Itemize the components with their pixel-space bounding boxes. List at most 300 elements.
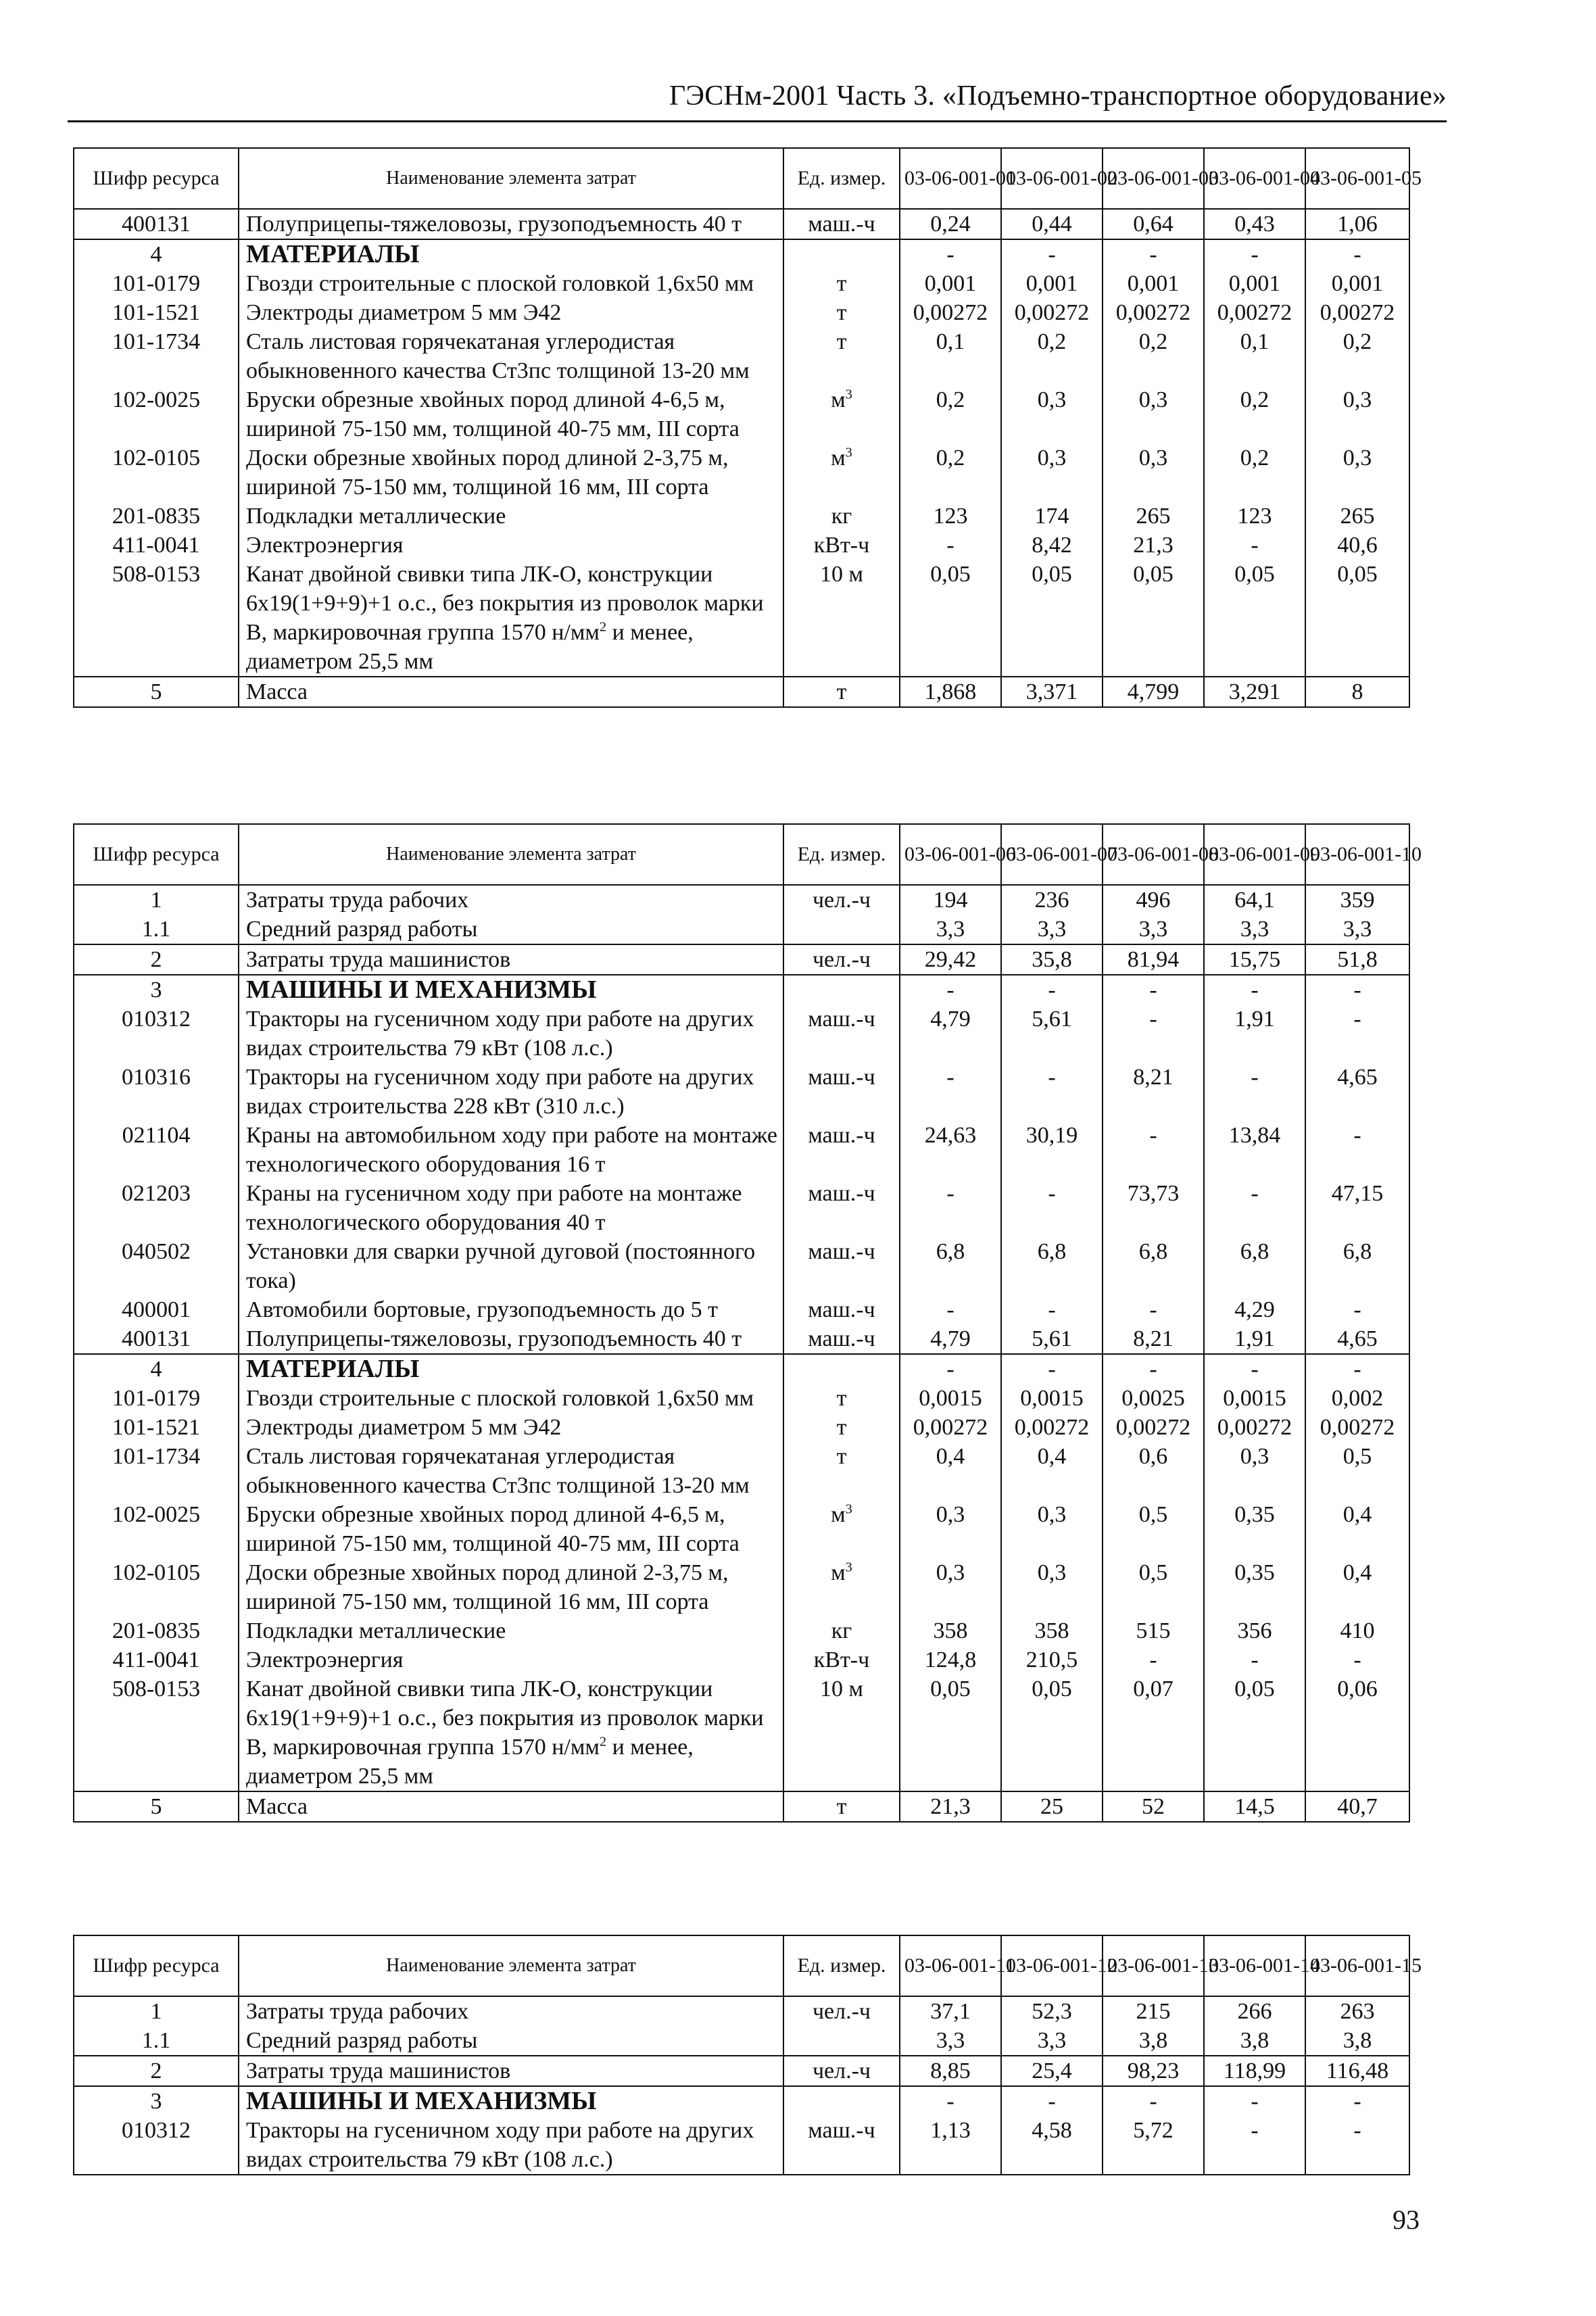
- norm-value: 6,8: [1103, 1237, 1204, 1295]
- norm-value: 0,0025: [1103, 1384, 1204, 1413]
- header-norm-4: 03-06-001-09: [1204, 824, 1305, 885]
- norm-value: 123: [900, 502, 1001, 531]
- table-row: [74, 443, 1409, 502]
- norm-value: 3,8: [1103, 2026, 1204, 2056]
- norm-value: 0,3: [1001, 385, 1103, 443]
- norm-value: -: [1103, 2086, 1204, 2116]
- resource-code: 411-0041: [74, 531, 239, 560]
- resource-name: Затраты труда машинистов: [239, 944, 783, 975]
- table-row: [74, 1500, 1409, 1558]
- resource-code: 102-0025: [74, 1500, 239, 1558]
- resource-unit: $м^3$: [783, 385, 900, 443]
- norm-value: -: [900, 531, 1001, 560]
- norm-value: 236: [1001, 885, 1103, 915]
- resource-name: Средний разряд работы: [239, 915, 783, 944]
- norm-value: -: [1204, 239, 1305, 269]
- resource-name: Канат двойной свивки типа ЛК-О, конструкции 6х19(1+9+9)+1 о.с., без покрытия из проволок марки В, маркировочная группа 1570 $н/мм^2$ и менее, диаметром 25,5 мм: [239, 560, 783, 677]
- norm-value: 0,05: [1001, 1674, 1103, 1791]
- resource-unit: т: [783, 327, 900, 385]
- norm-value: 81,94: [1103, 944, 1204, 975]
- resource-code: 101-1521: [74, 1413, 239, 1442]
- norm-table-3: [73, 1935, 1422, 2175]
- table-header-row: [74, 824, 1409, 885]
- norm-value: 0,35: [1204, 1500, 1305, 1558]
- header-norm-1: 03-06-001-11: [900, 1935, 1001, 1996]
- resource-name: Гвозди строительные с плоской головкой 1,6х50 мм: [239, 1384, 783, 1413]
- resource-code: 2: [74, 944, 239, 975]
- norm-value: 3,8: [1204, 2026, 1305, 2056]
- norm-value: 0,3: [1001, 1558, 1103, 1616]
- norm-value: 410: [1305, 1616, 1409, 1645]
- resource-name: Подкладки металлические: [239, 502, 783, 531]
- norm-value: 0,2: [900, 385, 1001, 443]
- resource-unit: [783, 2026, 900, 2056]
- norm-value: 0,1: [900, 327, 1001, 385]
- norm-value: 64,1: [1204, 885, 1305, 915]
- header-norm-5: 03-06-001-15: [1305, 1935, 1409, 1996]
- resource-code: 010312: [74, 1005, 239, 1063]
- resource-name: Затраты труда рабочих: [239, 885, 783, 915]
- norm-value: -: [900, 239, 1001, 269]
- header-norm-2: 03-06-001-07: [1001, 824, 1103, 885]
- header-name: Наименование элемента затрат: [239, 148, 783, 209]
- norm-value: 14,5: [1204, 1791, 1305, 1822]
- resource-code: 1.1: [74, 2026, 239, 2056]
- header-unit: Ед. измер.: [783, 1935, 900, 1996]
- norm-value: 4,65: [1305, 1324, 1409, 1354]
- table-row: [74, 1324, 1409, 1354]
- table-row: [74, 1179, 1409, 1237]
- resource-code: 201-0835: [74, 502, 239, 531]
- norm-value: 51,8: [1305, 944, 1409, 975]
- norm-value: 0,3: [1305, 443, 1409, 502]
- table-row: [74, 1295, 1409, 1324]
- resource-code: 2: [74, 2056, 239, 2086]
- norm-value: 3,8: [1305, 2026, 1409, 2056]
- table-row: [74, 2026, 1409, 2056]
- resource-code: 010312: [74, 2116, 239, 2175]
- resource-name: Доски обрезные хвойных пород длиной 2-3,75 м, шириной 75-150 мм, толщиной 16 мм, III сорта: [239, 443, 783, 502]
- resource-unit: кВт-ч: [783, 1645, 900, 1674]
- norm-value: 6,8: [1305, 1237, 1409, 1295]
- resource-code: 508-0153: [74, 560, 239, 677]
- resource-unit: маш.-ч: [783, 1005, 900, 1063]
- resource-name: Полуприцепы-тяжеловозы, грузоподъемность 40 т: [239, 209, 783, 239]
- norm-value: 0,00272: [1204, 298, 1305, 327]
- norm-value: 8: [1305, 677, 1409, 707]
- header-norm-4: 03-06-001-14: [1204, 1935, 1305, 1996]
- section-row: [74, 975, 1409, 1005]
- header-name: Наименование элемента затрат: [239, 824, 783, 885]
- norm-value: 30,19: [1001, 1121, 1103, 1179]
- norm-value: 0,001: [1103, 269, 1204, 298]
- norm-value: -: [1204, 1179, 1305, 1237]
- norm-value: 0,05: [1103, 560, 1204, 677]
- mass-row: [74, 677, 1409, 707]
- norm-value: 263: [1305, 1996, 1409, 2026]
- resource-name: МАШИНЫ И МЕХАНИЗМЫ: [239, 975, 783, 1005]
- resource-code: 4: [74, 1354, 239, 1384]
- resource-name: Краны на гусеничном ходу при работе на монтаже технологического оборудования 40 т: [239, 1179, 783, 1237]
- table-row: [74, 385, 1409, 443]
- table-row: [74, 1442, 1409, 1500]
- norm-value: 0,24: [900, 209, 1001, 239]
- norm-value: 210,5: [1001, 1645, 1103, 1674]
- norm-value: 8,21: [1103, 1063, 1204, 1121]
- norm-value: 4,29: [1204, 1295, 1305, 1324]
- norm-value: 0,3: [1204, 1442, 1305, 1500]
- norm-value: 3,3: [1001, 915, 1103, 944]
- table-row: [74, 1616, 1409, 1645]
- norm-value: 0,43: [1204, 209, 1305, 239]
- norm-value: 1,06: [1305, 209, 1409, 239]
- norm-value: 8,21: [1103, 1324, 1204, 1354]
- table-row: [74, 502, 1409, 531]
- resource-name: Электроды диаметром 5 мм Э42: [239, 298, 783, 327]
- resource-name: Полуприцепы-тяжеловозы, грузоподъемность 40 т: [239, 1324, 783, 1354]
- resource-name: Подкладки металлические: [239, 1616, 783, 1645]
- norm-value: 0,05: [900, 1674, 1001, 1791]
- resource-name: Тракторы на гусеничном ходу при работе на других видах строительства 79 кВт (108 л.с.): [239, 2116, 783, 2175]
- table-row: [74, 298, 1409, 327]
- norm-value: -: [1001, 2086, 1103, 2116]
- resource-unit: чел.-ч: [783, 944, 900, 975]
- resource-unit: т: [783, 1413, 900, 1442]
- resource-name: Установки для сварки ручной дуговой (постоянного тока): [239, 1237, 783, 1295]
- resource-name: Сталь листовая горячекатаная углеродистая обыкновенного качества Ст3пс толщиной 13-20 мм: [239, 327, 783, 385]
- resource-name: Бруски обрезные хвойных пород длиной 4-6,5 м, шириной 75-150 мм, толщиной 40-75 мм, III сорта: [239, 1500, 783, 1558]
- norm-value: 0,00272: [1001, 1413, 1103, 1442]
- resource-unit: маш.-ч: [783, 1324, 900, 1354]
- resource-name: Канат двойной свивки типа ЛК-О, конструкции 6х19(1+9+9)+1 о.с., без покрытия из проволок марки В, маркировочная группа 1570 $н/мм^2$ и менее, диаметром 25,5 мм: [239, 1674, 783, 1791]
- table-row: [74, 269, 1409, 298]
- page-number: 93: [1393, 2204, 1420, 2235]
- norm-value: 29,42: [900, 944, 1001, 975]
- norm-value: 123: [1204, 502, 1305, 531]
- norm-value: 0,3: [1103, 385, 1204, 443]
- header-norm-2: 03-06-001-02: [1001, 148, 1103, 209]
- norm-value: 0,05: [1305, 560, 1409, 677]
- norm-value: -: [1001, 1295, 1103, 1324]
- table-row: [74, 1384, 1409, 1413]
- table-header-row: [74, 1935, 1409, 1996]
- resource-code: 201-0835: [74, 1616, 239, 1645]
- norm-value: -: [1305, 1295, 1409, 1324]
- norm-value: 6,8: [1001, 1237, 1103, 1295]
- resource-code: 3: [74, 975, 239, 1005]
- header-norm-5: 03-06-001-05: [1305, 148, 1409, 209]
- norm-value: 40,7: [1305, 1791, 1409, 1822]
- resource-name: МАТЕРИАЛЫ: [239, 239, 783, 269]
- norm-value: 358: [1001, 1616, 1103, 1645]
- norm-table-1: [73, 147, 1422, 708]
- resource-code: 021203: [74, 1179, 239, 1237]
- norm-value: 359: [1305, 885, 1409, 915]
- norm-value: 52,3: [1001, 1996, 1103, 2026]
- norm-value: -: [1001, 975, 1103, 1005]
- resource-unit: маш.-ч: [783, 209, 900, 239]
- resource-code: 1.1: [74, 915, 239, 944]
- norm-value: 0,00272: [1001, 298, 1103, 327]
- table-row: [74, 1996, 1409, 2026]
- norm-value: -: [1103, 1295, 1204, 1324]
- norm-value: 3,3: [1204, 915, 1305, 944]
- table-row: [74, 1121, 1409, 1179]
- resource-code: 5: [74, 677, 239, 707]
- norm-value: 35,8: [1001, 944, 1103, 975]
- norm-value: 15,75: [1204, 944, 1305, 975]
- table-row: [74, 1558, 1409, 1616]
- norm-value: -: [1204, 2116, 1305, 2175]
- resource-unit: чел.-ч: [783, 2056, 900, 2086]
- resource-name: Электроды диаметром 5 мм Э42: [239, 1413, 783, 1442]
- resource-name: МАШИНЫ И МЕХАНИЗМЫ: [239, 2086, 783, 2116]
- resource-unit: чел.-ч: [783, 885, 900, 915]
- norm-value: 40,6: [1305, 531, 1409, 560]
- resource-name: Масса: [239, 677, 783, 707]
- resource-code: 101-1734: [74, 1442, 239, 1500]
- resource-unit: [783, 2086, 900, 2116]
- norm-value: 0,2: [1204, 443, 1305, 502]
- norm-value: -: [1204, 1645, 1305, 1674]
- resource-unit: маш.-ч: [783, 1295, 900, 1324]
- resource-unit: кг: [783, 1616, 900, 1645]
- table-row: [74, 1645, 1409, 1674]
- norm-value: -: [1204, 1354, 1305, 1384]
- norm-value: -: [1103, 1645, 1204, 1674]
- norm-value: 0,05: [1001, 560, 1103, 677]
- norm-value: 0,001: [900, 269, 1001, 298]
- table-row: [74, 560, 1409, 677]
- norm-value: 0,002: [1305, 1384, 1409, 1413]
- norm-value: 265: [1103, 502, 1204, 531]
- norm-value: -: [900, 1179, 1001, 1237]
- norm-value: 0,4: [1001, 1442, 1103, 1500]
- norm-value: -: [1204, 531, 1305, 560]
- norm-value: 194: [900, 885, 1001, 915]
- norm-value: 6,8: [900, 1237, 1001, 1295]
- norm-value: 0,00272: [1305, 1413, 1409, 1442]
- norm-value: 0,5: [1103, 1500, 1204, 1558]
- norm-value: 3,3: [1103, 915, 1204, 944]
- norm-value: 73,73: [1103, 1179, 1204, 1237]
- resource-unit: чел.-ч: [783, 1996, 900, 2026]
- resource-code: 040502: [74, 1237, 239, 1295]
- norm-value: 25,4: [1001, 2056, 1103, 2086]
- resource-code: 400131: [74, 1324, 239, 1354]
- resource-code: 101-1734: [74, 327, 239, 385]
- norm-value: 0,3: [1305, 385, 1409, 443]
- resource-code: 021104: [74, 1121, 239, 1179]
- resource-name: МАТЕРИАЛЫ: [239, 1354, 783, 1384]
- norm-value: -: [1305, 2116, 1409, 2175]
- norm-value: 0,0015: [1204, 1384, 1305, 1413]
- resource-code: 101-1521: [74, 298, 239, 327]
- norm-value: 0,3: [1001, 1500, 1103, 1558]
- norm-value: 266: [1204, 1996, 1305, 2026]
- norm-value: -: [1204, 2086, 1305, 2116]
- header-code: Шифр ресурса: [74, 824, 239, 885]
- table-row: [74, 2116, 1409, 2175]
- norm-value: -: [900, 2086, 1001, 2116]
- resource-unit: т: [783, 1442, 900, 1500]
- resource-code: 411-0041: [74, 1645, 239, 1674]
- norm-value: 47,15: [1305, 1179, 1409, 1237]
- norm-value: 3,3: [1001, 2026, 1103, 2056]
- header-norm-5: 03-06-001-10: [1305, 824, 1409, 885]
- norm-value: 0,5: [1103, 1558, 1204, 1616]
- norm-value: 0,4: [1305, 1500, 1409, 1558]
- norm-value: 5,61: [1001, 1005, 1103, 1063]
- resource-name: Бруски обрезные хвойных пород длиной 4-6,5 м, шириной 75-150 мм, толщиной 40-75 мм, III сорта: [239, 385, 783, 443]
- norm-value: 0,4: [900, 1442, 1001, 1500]
- resource-unit: т: [783, 1791, 900, 1822]
- norm-value: 4,799: [1103, 677, 1204, 707]
- norm-value: 0,001: [1204, 269, 1305, 298]
- norm-value: 0,00272: [1305, 298, 1409, 327]
- norm-value: -: [1305, 1121, 1409, 1179]
- norm-value: 0,3: [900, 1558, 1001, 1616]
- header-norm-4: 03-06-001-04: [1204, 148, 1305, 209]
- norm-value: 13,84: [1204, 1121, 1305, 1179]
- resource-name: Тракторы на гусеничном ходу при работе на других видах строительства 79 кВт (108 л.с.): [239, 1005, 783, 1063]
- norm-value: 116,48: [1305, 2056, 1409, 2086]
- resource-unit: т: [783, 1384, 900, 1413]
- table-row: [74, 1413, 1409, 1442]
- resource-name: Масса: [239, 1791, 783, 1822]
- norm-value: 0,4: [1305, 1558, 1409, 1616]
- table-row: [74, 327, 1409, 385]
- resource-unit: т: [783, 677, 900, 707]
- norm-value: 3,371: [1001, 677, 1103, 707]
- norm-value: -: [1305, 975, 1409, 1005]
- norm-value: 8,85: [900, 2056, 1001, 2086]
- norm-value: -: [1305, 1354, 1409, 1384]
- norm-value: 0,00272: [1103, 298, 1204, 327]
- resource-code: 1: [74, 885, 239, 915]
- header-code: Шифр ресурса: [74, 148, 239, 209]
- norm-value: 0,3: [1103, 443, 1204, 502]
- resource-unit: [783, 239, 900, 269]
- resource-unit: [783, 915, 900, 944]
- resource-unit: [783, 975, 900, 1005]
- norm-value: 0,2: [900, 443, 1001, 502]
- norm-value: 1,13: [900, 2116, 1001, 2175]
- norm-value: 3,3: [900, 915, 1001, 944]
- norm-value: -: [900, 1063, 1001, 1121]
- norm-value: 1,868: [900, 677, 1001, 707]
- header-norm-1: 03-06-001-01: [900, 148, 1001, 209]
- norm-value: 4,79: [900, 1324, 1001, 1354]
- table-row: [74, 944, 1409, 975]
- header-unit: Ед. измер.: [783, 824, 900, 885]
- norm-value: 0,05: [1204, 1674, 1305, 1791]
- norm-value: 356: [1204, 1616, 1305, 1645]
- norm-value: -: [900, 975, 1001, 1005]
- norm-value: 265: [1305, 502, 1409, 531]
- resource-unit: маш.-ч: [783, 2116, 900, 2175]
- norm-value: 3,3: [900, 2026, 1001, 2056]
- header-norm-1: 03-06-001-06: [900, 824, 1001, 885]
- table-row: [74, 1674, 1409, 1791]
- norm-value: 4,58: [1001, 2116, 1103, 2175]
- norm-value: 0,0015: [900, 1384, 1001, 1413]
- table-row: [74, 915, 1409, 944]
- norm-value: 0,6: [1103, 1442, 1204, 1500]
- norm-value: 0,05: [1204, 560, 1305, 677]
- norm-value: 6,8: [1204, 1237, 1305, 1295]
- header-norm-3: 03-06-001-08: [1103, 824, 1204, 885]
- norm-value: 118,99: [1204, 2056, 1305, 2086]
- resource-code: 010316: [74, 1063, 239, 1121]
- norm-value: 0,35: [1204, 1558, 1305, 1616]
- header-code: Шифр ресурса: [74, 1935, 239, 1996]
- resource-name: Гвозди строительные с плоской головкой 1,6х50 мм: [239, 269, 783, 298]
- norm-value: 5,61: [1001, 1324, 1103, 1354]
- norm-value: 1,91: [1204, 1324, 1305, 1354]
- resource-code: 508-0153: [74, 1674, 239, 1791]
- header-name: Наименование элемента затрат: [239, 1935, 783, 1996]
- resource-name: Сталь листовая горячекатаная углеродистая обыкновенного качества Ст3пс толщиной 13-20 мм: [239, 1442, 783, 1500]
- norm-value: 3,3: [1305, 915, 1409, 944]
- resource-unit: кВт-ч: [783, 531, 900, 560]
- page-header: ГЭСНм-2001 Часть 3. «Подъемно-транспортное оборудование»: [669, 80, 1447, 112]
- norm-value: 0,5: [1305, 1442, 1409, 1500]
- norm-value: 4,79: [900, 1005, 1001, 1063]
- norm-value: -: [1204, 975, 1305, 1005]
- norm-value: 8,42: [1001, 531, 1103, 560]
- resource-unit: 10 м: [783, 1674, 900, 1791]
- header-norm-2: 03-06-001-12: [1001, 1935, 1103, 1996]
- table-row: [74, 209, 1409, 239]
- norm-value: 0,44: [1001, 209, 1103, 239]
- norm-value: 0,05: [900, 560, 1001, 677]
- norm-value: 0,00272: [1204, 1413, 1305, 1442]
- norm-value: 5,72: [1103, 2116, 1204, 2175]
- norm-value: -: [1305, 1005, 1409, 1063]
- norm-value: 24,63: [900, 1121, 1001, 1179]
- norm-value: -: [1103, 1121, 1204, 1179]
- norm-value: -: [1001, 239, 1103, 269]
- norm-value: 358: [900, 1616, 1001, 1645]
- resource-code: 102-0105: [74, 1558, 239, 1616]
- norm-value: -: [900, 1295, 1001, 1324]
- resource-unit: 10 м: [783, 560, 900, 677]
- norm-value: -: [1305, 2086, 1409, 2116]
- resource-code: 3: [74, 2086, 239, 2116]
- norm-value: 21,3: [900, 1791, 1001, 1822]
- resource-code: 1: [74, 1996, 239, 2026]
- norm-value: 0,3: [900, 1500, 1001, 1558]
- norm-value: 0,2: [1305, 327, 1409, 385]
- norm-table-2: [73, 823, 1422, 1823]
- table-row: [74, 2056, 1409, 2086]
- norm-value: -: [1103, 1005, 1204, 1063]
- resource-unit: $м^3$: [783, 443, 900, 502]
- resource-unit: кг: [783, 502, 900, 531]
- table-row: [74, 531, 1409, 560]
- resource-code: 5: [74, 1791, 239, 1822]
- resource-unit: [783, 1354, 900, 1384]
- resource-unit: маш.-ч: [783, 1063, 900, 1121]
- norm-value: -: [1103, 239, 1204, 269]
- resource-unit: маш.-ч: [783, 1179, 900, 1237]
- section-row: [74, 239, 1409, 269]
- resource-name: Тракторы на гусеничном ходу при работе на других видах строительства 228 кВт (310 л.с.): [239, 1063, 783, 1121]
- norm-value: 0,2: [1204, 385, 1305, 443]
- norm-value: -: [1103, 1354, 1204, 1384]
- norm-value: -: [1001, 1354, 1103, 1384]
